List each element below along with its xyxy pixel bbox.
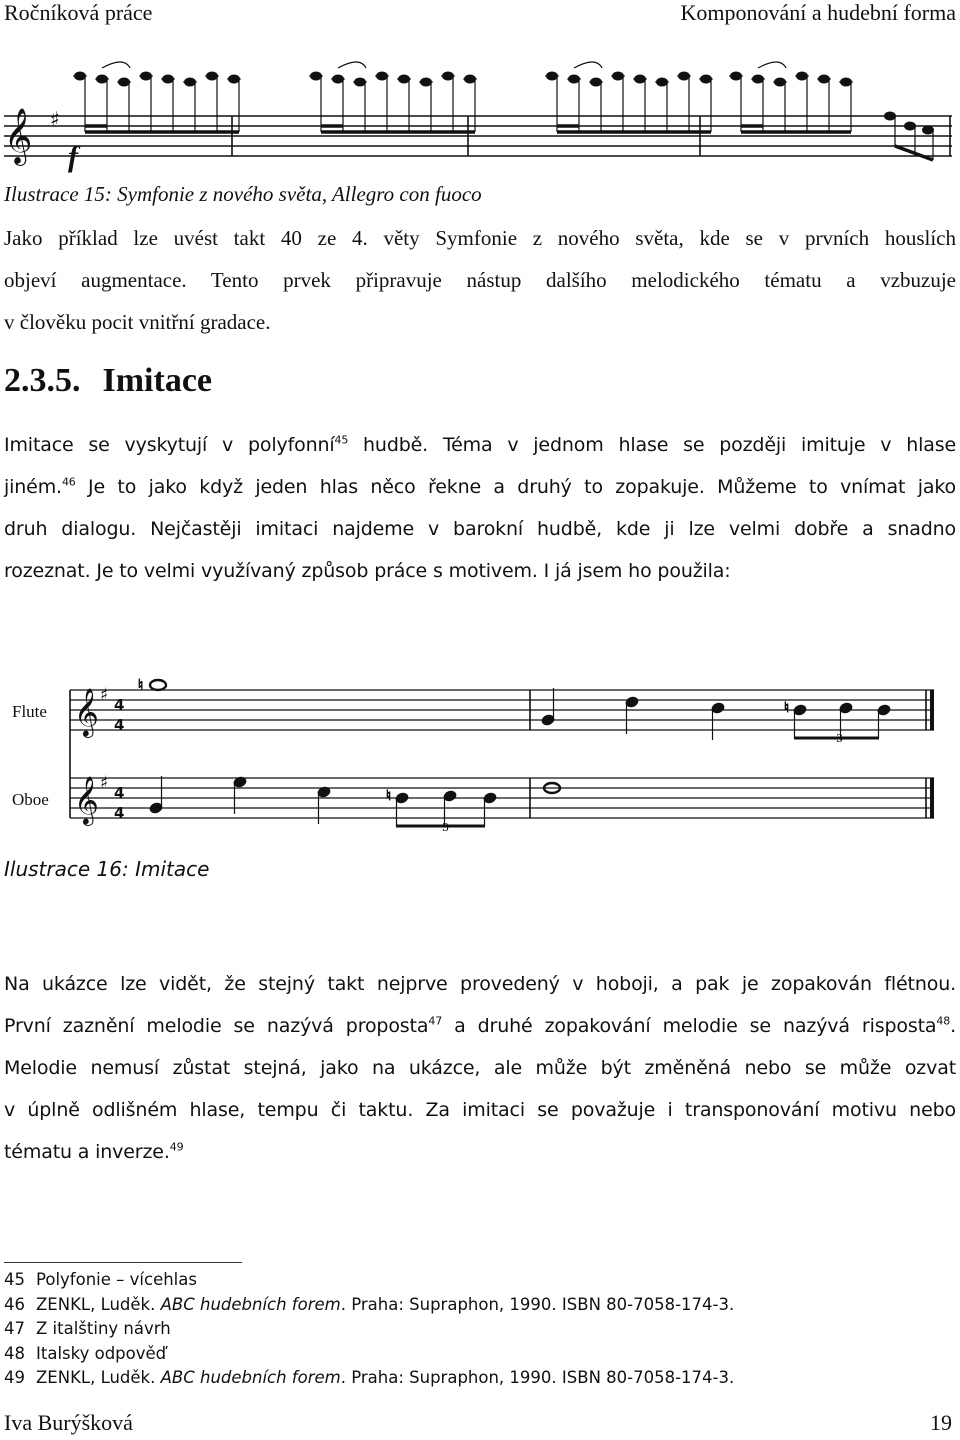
flute-time-top: 4 bbox=[114, 696, 125, 714]
figure2-caption: Ilustrace 16: Imitace bbox=[4, 857, 210, 881]
oboe-triplet-mark: 3 bbox=[442, 821, 449, 834]
header-chapter: Komponování a hudební forma bbox=[680, 0, 956, 25]
paragraph-line: druh dialogu. Nejčastěji imitaci najdeme v barokní hudbě, kde ji lze velmi dobře a snadno bbox=[4, 518, 956, 540]
footnote-book-title: ABC hudebních forem bbox=[160, 1368, 341, 1387]
text-run: a druhé zopakování melodie se nazývá risposta bbox=[442, 1015, 937, 1037]
paragraph-line bbox=[4, 424, 956, 466]
natural-icon: ♮ bbox=[386, 788, 392, 804]
footnote-text: . Praha: Supraphon, 1990. ISBN 80-7058-174-3. bbox=[340, 1294, 735, 1314]
page-number: 19 bbox=[930, 1410, 952, 1435]
header-title: Ročníková práce bbox=[4, 0, 153, 25]
footnote-number: 46 bbox=[4, 1294, 25, 1314]
dynamic-forte: f bbox=[68, 140, 78, 173]
paragraph-line: v úplně odlišném hlase, tempu či taktu. Za imitaci se považuje i transponování motivu nebo bbox=[4, 1099, 956, 1121]
text-run: tématu a inverze. bbox=[4, 1141, 170, 1163]
oboe-staff bbox=[70, 778, 934, 818]
sharp-icon: ♯ bbox=[50, 107, 60, 131]
note-head bbox=[905, 122, 916, 130]
footnotes bbox=[4, 1268, 734, 1391]
text-run: První zaznění melodie se nazývá proposta bbox=[4, 1015, 429, 1037]
natural-icon: ♮ bbox=[784, 700, 790, 716]
footnote-number: 48 bbox=[4, 1343, 25, 1363]
section-number: 2.3.5. bbox=[4, 362, 81, 399]
footnote-text: ZENKL, Luděk. bbox=[36, 1294, 161, 1314]
paragraph-line: Melodie nemusí zůstat stejná, jako na ukázce, ale může být změněná nebo se může ozvat bbox=[4, 1057, 956, 1079]
flute-label: Flute bbox=[12, 702, 47, 721]
footnote-text: . Praha: Supraphon, 1990. ISBN 80-7058-174-3. bbox=[340, 1368, 735, 1387]
natural-icon: ♮ bbox=[138, 676, 144, 694]
text-run: Je to jako když jeden hlas něco řekne a druhý to zopakuje. Můžeme to vnímat jako bbox=[75, 476, 956, 498]
footnote-text: ZENKL, Luděk. bbox=[36, 1368, 161, 1387]
figure1-caption: Ilustrace 15: Symfonie z nového světa, Allegro con fuoco bbox=[4, 182, 482, 206]
oboe-clef-icon: 𝄞 bbox=[74, 775, 99, 824]
section-heading bbox=[4, 362, 212, 400]
paragraph-line: v člověku pocit vnitřní gradace. bbox=[4, 310, 271, 334]
whole-note bbox=[150, 680, 166, 690]
paragraph-augmentation bbox=[4, 217, 956, 343]
footnote-item bbox=[4, 1317, 734, 1342]
flute-time-bottom: 4 bbox=[114, 716, 125, 734]
footnote-number: 45 bbox=[4, 1270, 25, 1289]
paragraph-line: objeví augmentace. Tento prvek připravuje nástup dalšího melodického tématu a vzbuzuje bbox=[4, 268, 956, 292]
text-run: jiném. bbox=[4, 476, 62, 498]
footnote-ref-48[interactable]: 48 bbox=[936, 1014, 951, 1028]
oboe-time-top: 4 bbox=[114, 784, 125, 802]
footnote-item bbox=[4, 1366, 734, 1391]
paragraph-line bbox=[4, 466, 956, 508]
slur bbox=[338, 62, 366, 68]
paragraph-line bbox=[4, 1005, 956, 1047]
text-run: . bbox=[950, 1015, 956, 1037]
section-title: Imitace bbox=[102, 362, 213, 399]
footnote-separator bbox=[4, 1262, 242, 1263]
note-head bbox=[885, 112, 896, 120]
flute-sharp-icon: ♯ bbox=[100, 685, 109, 705]
footnote-ref-46[interactable]: 46 bbox=[61, 475, 76, 489]
beam bbox=[895, 146, 933, 160]
footnote-text: Italsky odpověď bbox=[36, 1343, 167, 1363]
imitation-notes bbox=[138, 676, 891, 826]
footer-author: Iva Burýšková bbox=[4, 1410, 133, 1435]
symphony-score-figure bbox=[0, 60, 960, 180]
flute-clef-icon: 𝄞 bbox=[74, 687, 99, 736]
slur bbox=[102, 62, 130, 68]
text-run: hudbě. Téma v jednom hlase se později imituje v hlase bbox=[348, 434, 957, 456]
treble-clef-icon: 𝄞 bbox=[4, 108, 33, 164]
footnote-number: 49 bbox=[4, 1368, 25, 1387]
oboe-time-bottom: 4 bbox=[114, 804, 125, 822]
footnote-number: 47 bbox=[4, 1319, 25, 1338]
footnote-book-title: ABC hudebních forem bbox=[160, 1294, 341, 1314]
slur bbox=[574, 62, 602, 68]
oboe-label: Oboe bbox=[12, 790, 49, 809]
note-head bbox=[923, 126, 934, 134]
paragraph-line: rozeznat. Je to velmi využívaný způsob práce s motivem. I já jsem ho použila: bbox=[4, 560, 731, 582]
paragraph-line: Na ukázce lze vidět, že stejný takt nejprve provedený v hoboji, a pak je zopakován flétnou. bbox=[4, 973, 956, 995]
paragraph-imitation bbox=[4, 424, 956, 592]
imitation-score-figure bbox=[0, 660, 960, 840]
footnote-ref-45[interactable]: 45 bbox=[334, 433, 349, 447]
footnote-ref-49[interactable]: 49 bbox=[169, 1140, 184, 1154]
footnote-item bbox=[4, 1293, 734, 1318]
footnote-text: Z italštiny návrh bbox=[36, 1319, 171, 1338]
paragraph-proposta bbox=[4, 963, 956, 1173]
staff-lines bbox=[4, 116, 952, 156]
paragraph-line bbox=[4, 1131, 956, 1173]
footnote-text: Polyfonie – vícehlas bbox=[36, 1270, 197, 1289]
footnote-item bbox=[4, 1342, 734, 1367]
oboe-sharp-icon: ♯ bbox=[100, 773, 109, 793]
paragraph-line: Jako příklad lze uvést takt 40 ze 4. věty Symfonie z nového světa, kde se v prvních houslích bbox=[4, 226, 956, 250]
footnote-ref-47[interactable]: 47 bbox=[428, 1014, 443, 1028]
footnote-item bbox=[4, 1268, 734, 1293]
text-run: Imitace se vyskytují v polyfonní bbox=[4, 434, 335, 456]
flute-triplet-mark: 3 bbox=[836, 732, 843, 745]
slur bbox=[758, 62, 786, 68]
